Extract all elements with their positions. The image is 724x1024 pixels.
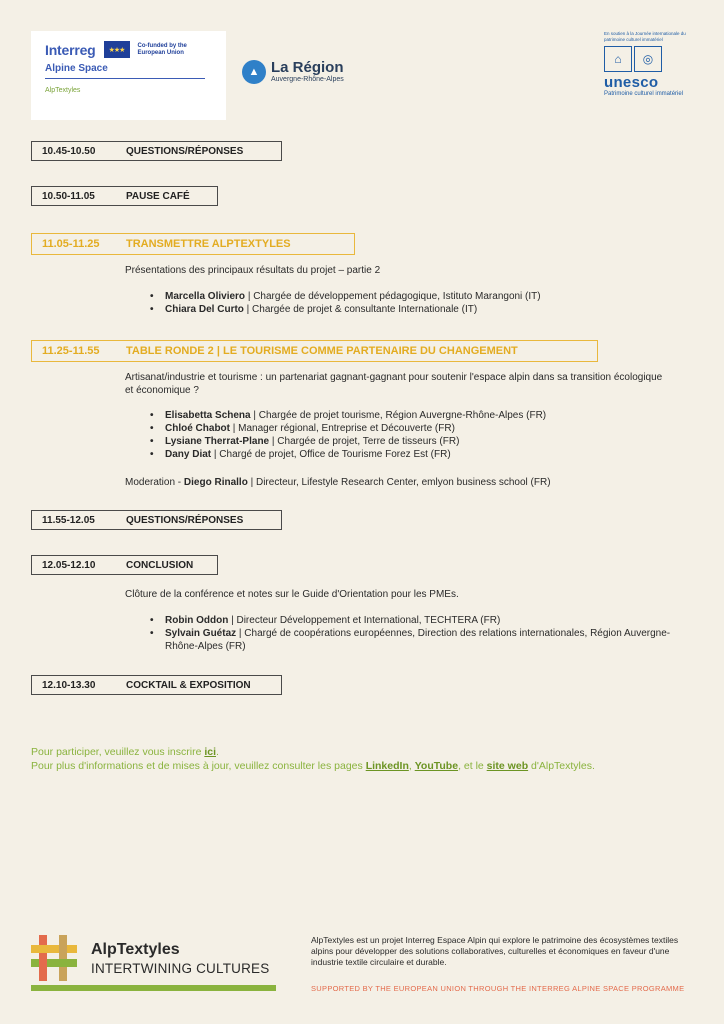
unesco-logo: [604, 31, 696, 98]
slot-time: 10.50-11.05: [42, 190, 95, 202]
register-line: Pour participer, veuillez vous inscrire ici.: [31, 746, 219, 758]
slot-time: 10.45-10.50: [42, 145, 96, 157]
eu-flag-icon: ★★★: [104, 41, 130, 58]
info-links: [31, 745, 711, 773]
woven-logo-icon: [31, 935, 77, 991]
slot-title: QUESTIONS/RÉPONSES: [126, 145, 244, 157]
agenda-slot-transmettre: [31, 233, 355, 255]
agenda-slot-table-ronde: [31, 340, 598, 362]
slot-time: 12.05-12.10: [42, 559, 96, 571]
slot-time: 12.10-13.30: [42, 679, 96, 691]
agenda-slot-cocktail: [31, 675, 282, 695]
list-item: • Elisabetta Schena | Chargée de projet tourisme, Région Auvergne-Rhône-Alpes (FR): [150, 409, 695, 422]
moderator-name: Diego Rinallo: [183, 477, 248, 488]
logo-title: AlpTextyles: [91, 941, 180, 958]
speaker-list: [150, 409, 695, 461]
list-item: • Lysiane Therrat-Plane | Chargée de projet, Terre de tisseurs (FR): [150, 435, 695, 448]
list-item: • Sylvain Guétaz | Chargé de coopérations européennes, Direction des relations internationales, Région Auvergne-Rhône-Alpes (FR): [150, 627, 695, 653]
slot-time: 11.25-11.55: [42, 345, 100, 357]
list-item: • Chiara Del Curto | Chargée de projet & consultante Internationale (IT): [150, 303, 695, 316]
project-label: AlpTextyles: [45, 87, 81, 94]
alpine-space-label: Alpine Space: [45, 63, 108, 74]
list-item: • Marcella Oliviero | Chargée de développement pédagogique, Istituto Marangoni (IT): [150, 290, 695, 303]
agenda-slot-conclusion: [31, 555, 218, 575]
register-link[interactable]: ici: [204, 746, 217, 758]
social-line: Pour plus d'informations et de mises à jour, veuillez consulter les pages LinkedIn, YouTube, et le site web d'AlpTextyles.: [31, 760, 595, 772]
slot-description: Artisanat/industrie et tourisme : un partenariat gagnant-gagnant pour soutenir l'espace alpin dans sa transition écologique et économique ?: [125, 372, 663, 396]
list-item: • Robin Oddon | Directeur Développement et International, TECHTERA (FR): [150, 614, 695, 627]
speaker-list: [150, 290, 695, 316]
slot-description: Clôture de la conférence et notes sur le Guide d'Orientation pour les PMEs.: [125, 589, 459, 600]
slot-time: 11.55-12.05: [42, 514, 95, 526]
slot-time: 11.05-11.25: [42, 238, 100, 250]
agenda-slot-questions-2: [31, 510, 282, 530]
interreg-logo: [31, 31, 226, 120]
ich-emblem-icon: ◎: [634, 46, 662, 72]
slot-title: PAUSE CAFÉ: [126, 190, 190, 202]
list-item: • Dany Diat | Chargé de projet, Office de Tourisme Forez Est (FR): [150, 448, 695, 461]
region-logo: [242, 60, 344, 84]
agenda-slot-pause: [31, 186, 218, 206]
slot-title: QUESTIONS/RÉPONSES: [126, 514, 244, 526]
logo-subtitle: INTERTWINING CULTURES: [91, 961, 270, 976]
youtube-link[interactable]: YouTube: [414, 760, 459, 772]
unesco-brand: unesco: [604, 74, 659, 91]
speaker-list: [150, 614, 695, 653]
unesco-support-text: En soutien à la Journée internationale du patrimoine culturel immatériel: [604, 31, 686, 42]
website-link[interactable]: site web: [486, 760, 529, 772]
slot-title: TRANSMETTRE ALPTEXTYLES: [126, 238, 291, 250]
slot-title: COCKTAIL & EXPOSITION: [126, 679, 251, 691]
mountain-icon: ▲: [242, 60, 266, 84]
unesco-subtitle: Patrimoine culturel immatériel: [604, 91, 684, 97]
slot-title: TABLE RONDE 2 | LE TOURISME COMME PARTENAIRE DU CHANGEMENT: [126, 345, 518, 357]
slot-description: Présentations des principaux résultats du projet – partie 2: [125, 265, 381, 276]
alptextyles-logo: [31, 935, 276, 995]
moderation-line: Moderation - Diego Rinallo | Directeur, Lifestyle Research Center, emlyon business school (FR): [125, 477, 551, 488]
list-item: • Chloé Chabot | Manager régional, Entreprise et Découverte (FR): [150, 422, 695, 435]
temple-icon: ⌂: [604, 46, 632, 72]
interreg-brand: Interreg: [45, 41, 96, 58]
divider: [45, 78, 205, 79]
supported-by-text: SUPPORTED BY THE EUROPEAN UNION THROUGH THE INTERREG ALPINE SPACE PROGRAMME: [311, 984, 685, 993]
region-title: La Région: [271, 59, 344, 76]
agenda-slot-questions-1: [31, 141, 282, 161]
linkedin-link[interactable]: LinkedIn: [365, 760, 409, 772]
cofunded-text: Co-funded by the European Union: [137, 42, 187, 56]
slot-title: CONCLUSION: [126, 559, 194, 571]
logo-underline: [31, 985, 276, 991]
project-description: AlpTextyles est un projet Interreg Espace Alpin qui explore le patrimoine des écosystèmes textiles alpins pour développer des solutions collaboratives, culturelles et économiques en faveur d'une industrie textile circulaire et durable.: [311, 935, 679, 967]
region-subtitle: Auvergne-Rhône-Alpes: [271, 76, 344, 83]
